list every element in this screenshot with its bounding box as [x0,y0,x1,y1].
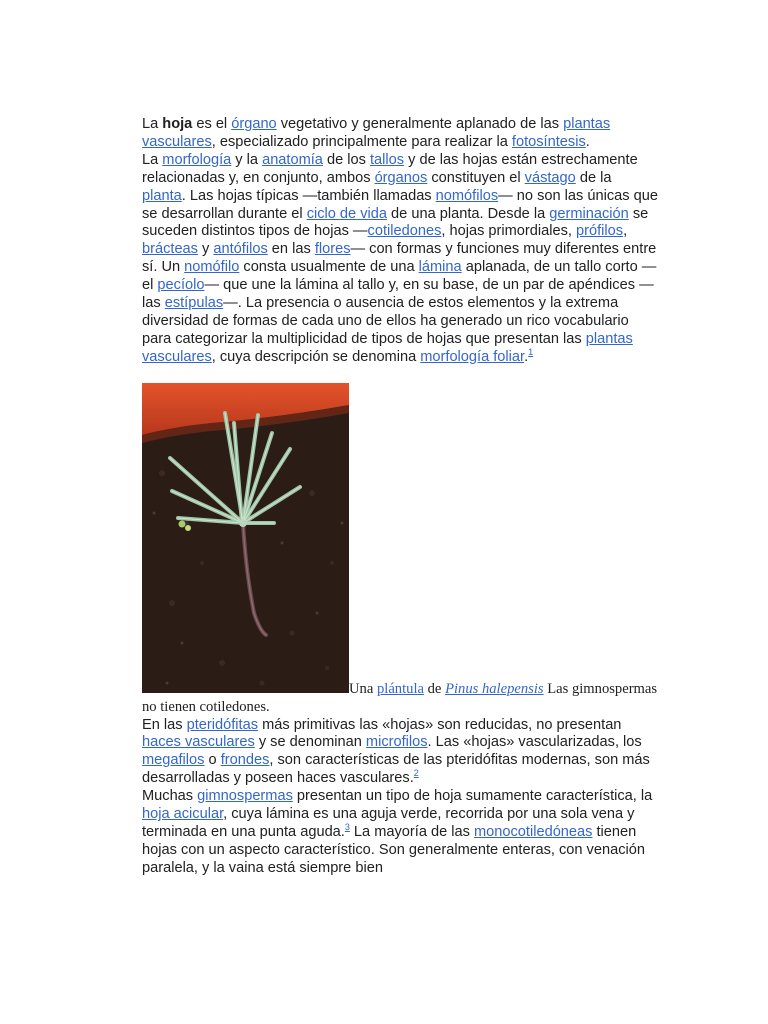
link-gimnospermas[interactable]: gimnospermas [197,788,293,805]
link-nomofilo[interactable]: nomófilo [184,259,240,276]
text-run: —. La presencia o ausencia de estos elementos y la extrema diversidad de formas de cada uno de ellos ha generado un rico vocabulario para categorizar la multiplicidad de tipos de hojas que presentan las [142,295,629,347]
text-run: . Las «hojas» vascularizadas, los [427,734,642,751]
text-run: — que une la lámina al tallo y, en su base, de un par de apéndices —las [142,277,654,312]
text-run: de los [322,151,370,168]
link-morfologia-foliar[interactable]: morfología foliar [420,348,525,365]
text-run: La [142,151,163,168]
link-organos[interactable]: órganos [374,169,428,186]
link-estipulas[interactable]: estípulas [164,295,224,312]
link-haces-vasculares[interactable]: haces vasculares [142,734,255,751]
text-run: , especializado principalmente para realizar la [211,133,512,150]
bold-term: hoja [162,116,193,132]
text-run: se suceden distintos tipos de hojas — [142,205,649,240]
text-run: tienen hojas con un aspecto característico. Son generalmente enteras, con venación paralela, y la vaina está siempre bien [142,823,645,876]
italic-text [445,681,544,697]
text-run: en las [267,241,315,258]
citation-link-3[interactable]: 3 [344,821,350,832]
text-run: Muchas [142,788,198,805]
link-lamina[interactable]: lámina [418,259,462,276]
reference-2 [414,768,419,778]
text-run: y de las hojas están estrechamente relacionadas y, en conjunto, ambos [142,151,638,186]
text-run: y se denominan [254,734,366,751]
link-plantula[interactable]: plántula [376,680,424,697]
link-cotiledones[interactable]: cotiledones [367,223,442,240]
link-frondes[interactable]: frondes [220,752,270,769]
link-bracteas[interactable]: brácteas [142,241,198,258]
citation-link-2[interactable]: 2 [413,768,419,779]
link-monocotiledoneas[interactable]: monocotiledóneas [474,823,593,840]
text-run: — con formas y funciones muy diferentes entre sí. Un [142,241,657,276]
text-run: . [585,133,590,150]
text-run: — no son las únicas que se desarrollan durante el [142,187,658,222]
link-hoja-acicular[interactable]: hoja acicular [142,806,224,823]
link-organo[interactable]: órgano [231,116,277,132]
text-run: constituyen el [427,169,525,186]
text-run: y [197,241,214,258]
link-tallos[interactable]: tallos [370,151,405,168]
link-anatomia[interactable]: anatomía [262,151,323,168]
link-pinus-halepensis[interactable]: Pinus halepensis [445,680,544,697]
article-content [142,116,658,878]
link-germinacion[interactable]: germinación [549,205,629,222]
reference-1 [528,347,533,357]
link-planta[interactable]: planta [142,187,182,204]
text-run: La [142,116,163,132]
text-run: , hojas primordiales, [441,223,577,240]
text-run: de la [575,169,612,186]
body-paragraph [142,717,658,878]
text-run: , cuya descripción se denomina [211,348,421,365]
link-profilos[interactable]: prófilos [576,223,624,240]
text-run: . Las hojas típicas —también llamadas [181,187,436,204]
link-antofilos[interactable]: antófilos [213,241,268,258]
link-megafilos[interactable]: megafilos [142,752,205,769]
text-run: , cuya lámina es una aguja verde, recorrida por una sola vena y terminada en una punta aguda. [142,806,635,840]
figure [142,383,658,717]
text-run: , son características de las pteridófitas modernas, son más desarrolladas y poseen haces vasculares. [142,752,650,787]
link-fotosintesis[interactable]: fotosíntesis [511,133,586,150]
link-microfilos[interactable]: microfilos [365,734,428,751]
intro-paragraph [142,116,658,367]
text-run: y la [231,151,263,168]
text-run: Las gimnospermas no tienen cotiledones. [142,680,658,715]
text-run: es el [192,116,232,132]
text-run: , [623,223,628,240]
text-run: o [204,752,221,769]
link-peciolo[interactable]: pecíolo [157,277,205,294]
seedling-photo [142,383,349,693]
text-run: de una planta. Desde la [387,205,550,222]
text-run: . [524,348,529,365]
link-vastago[interactable]: vástago [524,169,576,186]
link-morfologia[interactable]: morfología [162,151,232,168]
text-run: vegetativo y generalmente aplanado de las [276,116,564,132]
text-run: más primitivas las «hojas» son reducidas, no presentan [258,716,622,733]
text-run: En las [142,716,187,733]
link-nomofilos[interactable]: nomófilos [435,187,499,204]
link-ciclo-de-vida[interactable]: ciclo de vida [306,205,387,222]
citation-link-1[interactable]: 1 [528,346,534,357]
text-run: aplanada, de un tallo corto —el [142,259,657,294]
link-plantas-vasculares[interactable]: plantas vasculares [142,330,633,365]
text-run: presentan un tipo de hoja sumamente característica, la [292,788,653,805]
link-plantas-vasculares[interactable]: plantas vasculares [142,116,611,150]
text-run: consta usualmente de una [239,259,419,276]
link-pteridofitas[interactable]: pteridófitas [186,716,259,733]
text-run: Una [349,680,377,697]
text-run: La mayoría de las [349,823,474,840]
text-run: de [423,680,446,697]
link-flores[interactable]: flores [314,241,351,258]
